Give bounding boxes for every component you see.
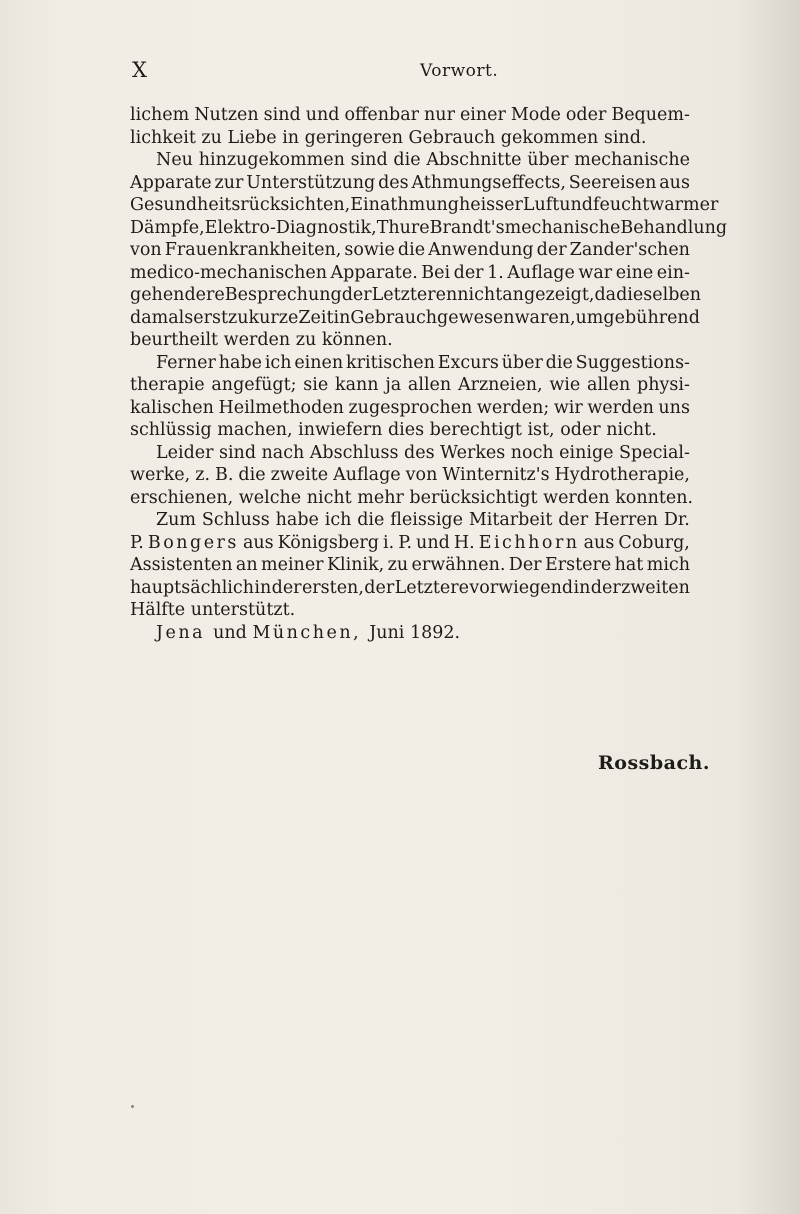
- text-line: Neu hinzugekommen sind die Abschnitte über mechanische: [156, 150, 690, 170]
- text-line: kalischen Heilmethoden zugesprochen werden; wir werden uns: [130, 397, 690, 418]
- text-line: Hälfte unterstützt.: [130, 600, 296, 620]
- text-line: therapie angefügt; sie kann ja allen Arzneien, wie allen physi-: [130, 375, 690, 395]
- text-line: beurtheilt werden zu können.: [130, 330, 393, 350]
- paragraph: [130, 509, 690, 622]
- author-signature: Rossbach.: [598, 752, 710, 774]
- text-line: Ferner habe ich einen kritischen Excurs über die Suggestions-: [156, 352, 690, 373]
- text-line: Apparate zur Unterstützung des Athmungseffects, Seereisen aus: [130, 172, 690, 193]
- paragraph: [130, 104, 690, 149]
- text-line: P. Bongers aus Königsberg i. P. und H. Eichhorn aus Coburg,: [130, 532, 690, 553]
- text-line: gehendere Besprechung der Letzteren nicht angezeigt, da dieselben: [130, 285, 702, 305]
- paper-speck: [131, 1105, 134, 1108]
- text-line: Dämpfe, Elektro-Diagnostik, Thure Brandt's mechanische Behandlung: [130, 217, 728, 238]
- paragraph: [130, 352, 690, 442]
- text-line: Leider sind nach Abschluss des Werkes noch einige Special-: [156, 442, 690, 463]
- text-line: von Frauenkrankheiten, sowie die Anwendung der Zander'schen: [130, 240, 690, 260]
- text-line: Assistenten an meiner Klinik, zu erwähnen. Der Erstere hat mich: [130, 555, 690, 575]
- text-line: werke, z. B. die zweite Auflage von Winternitz's Hydrotherapie,: [130, 465, 690, 485]
- running-title: Vorwort.: [420, 61, 499, 81]
- text-line: Jena und München, Juni 1892.: [156, 622, 461, 643]
- text-line: hauptsächlich in der ersten, der Letztere vorwiegend in der zweiten: [130, 577, 690, 598]
- text-line: medico-mechanischen Apparate. Bei der 1. Auflage war eine ein-: [130, 262, 690, 283]
- text-line: Gesundheitsrücksichten, Einathmung heisser Luft und feuchtwarmer: [130, 195, 719, 215]
- page-header: [120, 58, 720, 98]
- paragraph: [130, 149, 728, 352]
- text-line: lichem Nutzen sind und offenbar nur einer Mode oder Bequem-: [130, 105, 690, 125]
- text-line: schlüssig machen, inwiefern dies berechtigt ist, oder nicht.: [130, 420, 657, 440]
- paragraph: [130, 622, 690, 645]
- text-line: erschienen, welche nicht mehr berücksichtigt werden konnten.: [130, 487, 694, 508]
- page-number: X: [132, 58, 148, 82]
- text-line: lichkeit zu Liebe in geringeren Gebrauch gekommen sind.: [130, 127, 647, 148]
- preface-text: [130, 104, 728, 644]
- text-line: damals erst zu kurze Zeit in Gebrauch gewesen waren, um gebührend: [130, 307, 700, 328]
- text-line: Zum Schluss habe ich die fleissige Mitarbeit der Herren Dr.: [156, 510, 690, 530]
- paragraph: [130, 442, 694, 510]
